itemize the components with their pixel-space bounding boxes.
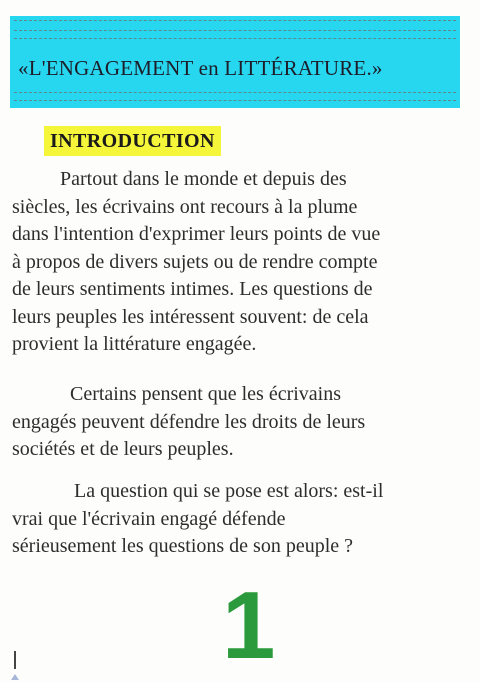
paragraph-line: leurs peuples les intéressent souvent: de cela [12, 305, 369, 328]
paragraph-line: sérieusement les questions de son peuple ? [12, 535, 354, 557]
paragraph-line: Certains pensent que les écrivains [70, 383, 342, 405]
selection-handle-icon[interactable] [11, 674, 19, 680]
text-cursor-icon [14, 651, 16, 669]
paragraph-3 [12, 478, 472, 561]
page-number: 1 [222, 572, 276, 679]
document-title: «L'ENGAGEMENT en LITTÉRATURE.» [18, 56, 383, 80]
band-dash-line [14, 100, 456, 101]
band-dash-line [14, 20, 456, 21]
paragraph-line: provient la littérature engagée. [12, 333, 257, 355]
paragraph-line: La question qui se pose est alors: est-il [74, 480, 384, 502]
paragraph-1 [12, 166, 472, 359]
paragraph-line: siècles, les écrivains ont recours à la plume [12, 195, 358, 218]
paragraph-line: Partout dans le monde et depuis des [60, 168, 347, 190]
section-heading: INTRODUCTION [44, 126, 221, 156]
paragraph-line: à propos de divers sujets ou de rendre compte [12, 250, 378, 273]
paragraph-2 [12, 381, 472, 464]
band-dash-line [14, 30, 456, 31]
paragraph-line: vrai que l'écrivain engagé défende [12, 507, 286, 530]
paragraph-line: sociétés et de leurs peuples. [12, 438, 234, 460]
paragraph-line: de leurs sentiments intimes. Les questions de [12, 278, 373, 300]
band-dash-line [14, 38, 456, 39]
paragraph-line: dans l'intention d'exprimer leurs points de vue [12, 223, 381, 245]
paragraph-line: engagés peuvent défendre les droits de leurs [12, 410, 366, 433]
band-dash-line [14, 92, 456, 93]
